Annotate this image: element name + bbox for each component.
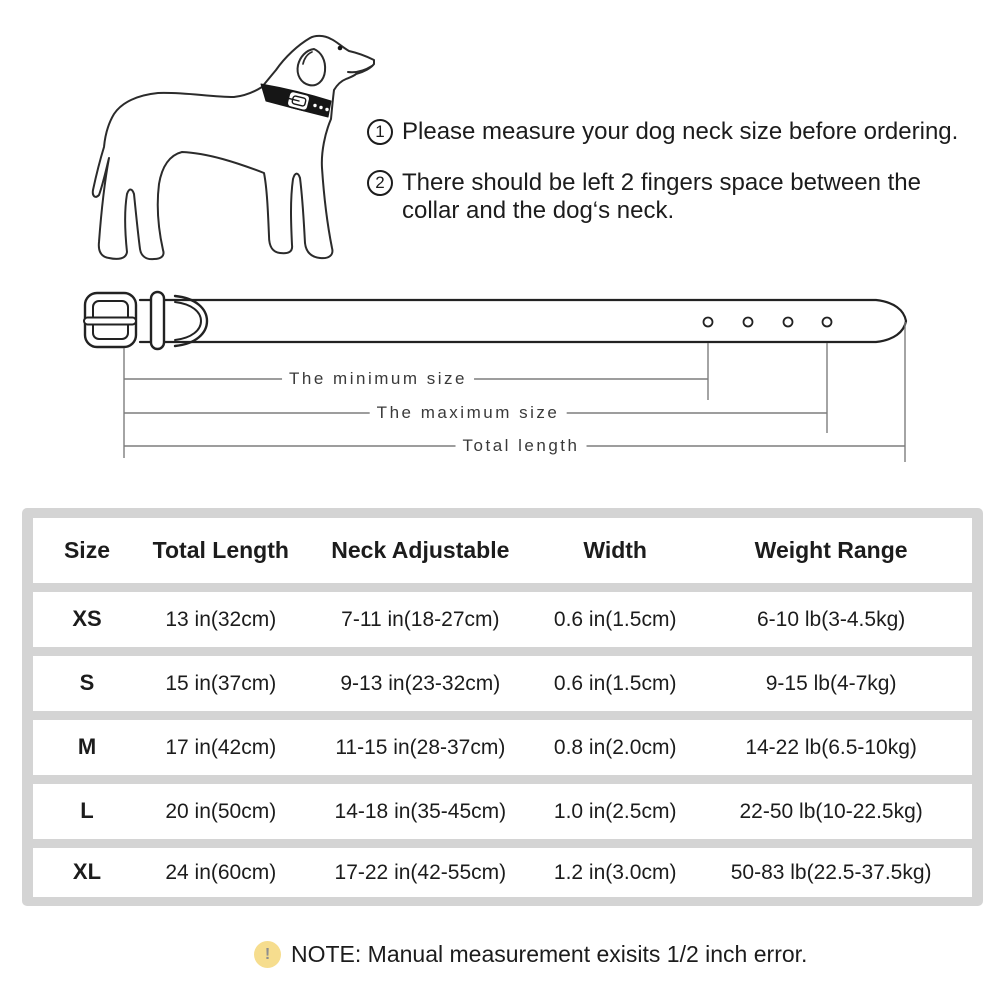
cell-size: L — [80, 798, 94, 824]
cell-weight-range: 50-83 lb(22.5-37.5kg) — [730, 860, 932, 884]
cell-total-length: 24 in(60cm) — [165, 860, 277, 884]
cell-width: 0.6 in(1.5cm) — [553, 671, 677, 695]
label-minimum-size: The minimum size — [282, 369, 474, 389]
cell-width: 1.2 in(3.0cm) — [553, 860, 677, 884]
cell-neck-adjustable: 11-15 in(28-37cm) — [335, 735, 506, 759]
label-maximum-size: The maximum size — [370, 403, 567, 423]
cell-width: 1.0 in(2.5cm) — [553, 799, 677, 823]
cell-neck-adjustable: 9-13 in(23-32cm) — [340, 671, 501, 695]
header-width: Width — [583, 536, 647, 563]
table-row-m — [33, 720, 972, 775]
cell-neck-adjustable: 17-22 in(42-55cm) — [334, 860, 507, 884]
collar-hole — [823, 318, 832, 327]
cell-total-length: 13 in(32cm) — [165, 607, 277, 631]
cell-neck-adjustable: 7-11 in(18-27cm) — [341, 607, 500, 631]
cell-width: 0.6 in(1.5cm) — [553, 607, 677, 631]
cell-size: M — [77, 734, 97, 760]
header-weight-range: Weight Range — [754, 536, 908, 563]
cell-total-length: 15 in(37cm) — [165, 671, 277, 695]
table-row-s — [33, 656, 972, 711]
cell-size: XS — [72, 606, 102, 632]
cell-size: XL — [72, 859, 102, 885]
collar-keeper-loop — [151, 292, 164, 349]
cell-width: 0.8 in(2.0cm) — [553, 735, 677, 759]
instruction-2-line-2: collar and the dog‘s neck. — [402, 197, 675, 224]
size-table-header-row — [33, 518, 972, 583]
instruction-2 — [367, 169, 921, 225]
collar-hole — [704, 318, 713, 327]
circled-number-1-icon: 1 — [367, 119, 393, 145]
cell-total-length: 20 in(50cm) — [165, 799, 277, 823]
dog-eye — [338, 46, 343, 51]
cell-weight-range: 6-10 lb(3-4.5kg) — [757, 607, 906, 631]
cell-weight-range: 9-15 lb(4-7kg) — [765, 671, 897, 695]
instruction-1-text: Please measure your dog neck size before ordering. — [402, 118, 959, 145]
dog-outline — [93, 36, 374, 259]
header-neck-adjustable: Neck Adjustable — [331, 536, 510, 563]
note — [254, 941, 807, 968]
instruction-2-line-1: There should be left 2 fingers space between the — [402, 169, 921, 196]
table-row-xl — [33, 848, 972, 897]
header-size: Size — [63, 536, 110, 563]
cell-size: S — [79, 670, 95, 696]
cell-weight-range: 22-50 lb(10-22.5kg) — [739, 799, 923, 823]
circled-number-2-icon: 2 — [367, 170, 393, 196]
collar-diagram — [84, 292, 906, 349]
instruction-2-text — [402, 169, 921, 225]
collar-buckle-prong — [84, 318, 136, 325]
dog-illustration — [93, 36, 374, 259]
table-row-xs — [33, 592, 972, 647]
table-row-l — [33, 784, 972, 839]
label-total-length: Total length — [456, 436, 587, 456]
cell-neck-adjustable: 14-18 in(35-45cm) — [334, 799, 507, 823]
size-table — [22, 508, 983, 906]
collar-hole — [744, 318, 753, 327]
collar-hole — [784, 318, 793, 327]
exclamation-icon: ! — [254, 941, 281, 968]
header-total-length: Total Length — [152, 536, 289, 563]
instruction-1 — [367, 118, 958, 146]
cell-total-length: 17 in(42cm) — [165, 735, 277, 759]
note-text: NOTE: Manual measurement exisits 1/2 inch error. — [291, 941, 808, 967]
cell-weight-range: 14-22 lb(6.5-10kg) — [745, 735, 917, 759]
